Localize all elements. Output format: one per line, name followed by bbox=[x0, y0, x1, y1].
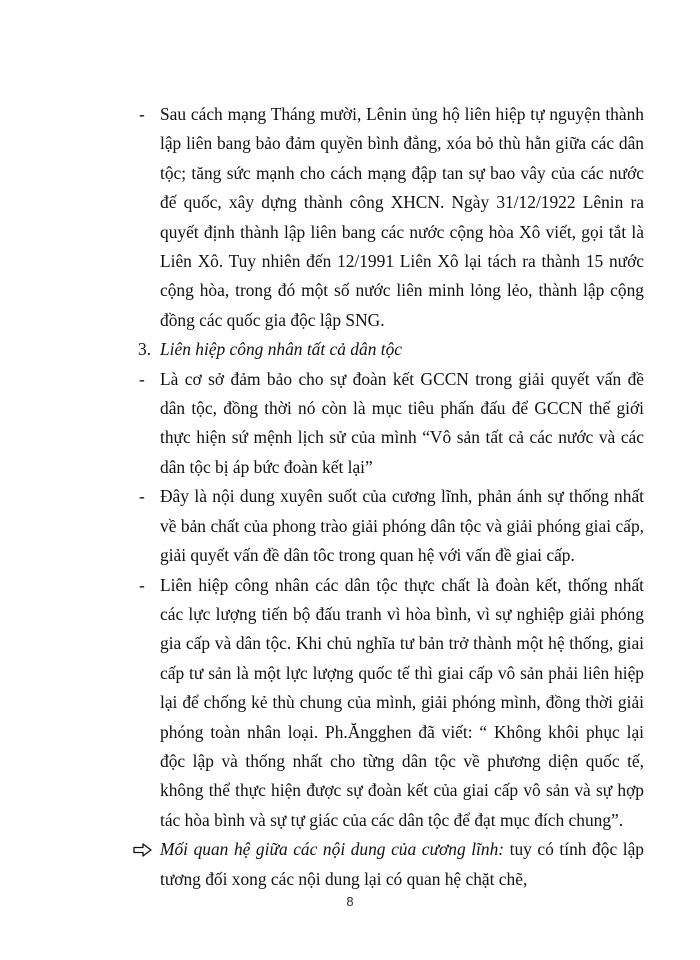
bullet-dash: - bbox=[139, 104, 145, 124]
section-heading-3 bbox=[138, 335, 644, 364]
document-body bbox=[138, 100, 644, 894]
bullet-text: Liên hiệp công nhân các dân tộc thực chất là đoàn kết, thống nhất các lực lượng tiến bộ đấu tranh vì hòa bình, vì sự nghiệp giải phóng gia cấp và dân tộc. Khi chủ nghĩa tư bản trở thành một hệ thống, giai cấp tư sản là một lực lượng quốc tế thì giai cấp vô sản phải liên hiệp lại để chống kẻ thù chung của mình, giải phóng mình, đồng thời giải phóng toàn nhân loại. Ph.Ăngghen đã viết: “ Không khôi phục lại độc lập và thống nhất cho từng dân tộc về phương diện quốc tế, không thể thực hiện được sự đoàn kết của giai cấp vô sản và sự hợp tác hòa bình và sự tự giác của các dân tộc để đạt mục đích chung”. bbox=[160, 574, 644, 830]
bullet-item-core-content bbox=[138, 482, 644, 570]
bullet-item-worker-unity bbox=[138, 365, 644, 483]
bullet-text: Đây là nội dung xuyên suốt của cương lĩnh, phản ánh sự thống nhất về bản chất của phong trào giải phóng dân tộc và giải phóng giai cấp, giải quyết vấn đề dân tôc trong quan hệ với vấn đề giai cấp. bbox=[160, 486, 644, 566]
page-number: 8 bbox=[346, 894, 354, 909]
bullet-dash: - bbox=[139, 368, 145, 389]
bullet-dash: - bbox=[139, 486, 145, 507]
conclusion-lead: Mối quan hệ giữa các nội dung của cương lĩnh: bbox=[160, 839, 505, 860]
section-title: Liên hiệp công nhân tất cả dân tộc bbox=[160, 339, 402, 360]
bullet-item-soviet-union bbox=[138, 100, 644, 335]
bullet-dash: - bbox=[139, 574, 145, 595]
section-number: 3. bbox=[138, 339, 152, 360]
bullet-text: Là cơ sở đảm bảo cho sự đoàn kết GCCN trong giải quyết vấn đề dân tộc, đồng thời nó còn là mục tiêu phấn đấu để GCCN thế giới thực hiện sứ mệnh lịch sử của mình “Vô sản tất cả các nước và các dân tộc bị áp bức đoàn kết lại” bbox=[160, 368, 644, 477]
arrow-right-icon bbox=[133, 843, 153, 857]
bullet-text: Sau cách mạng Tháng mười, Lênin ủng hộ liên hiệp tự nguyện thành lập liên bang bảo đảm quyền bình đẳng, xóa bỏ thù hằn giữa các dân tộc; tăng sức mạnh cho cách mạng đập tan sự bao vây của các nước đế quốc, xây dựng thành công XHCN. Ngày 31/12/1922 Lênin ra quyết định thành lập liên bang các nước cộng hòa Xô viết, gọi tắt là Liên Xô. Tuy nhiên đến 12/1991 Liên Xô lại tách ra thành 15 nước cộng hòa, trong đó một số nước liên minh lỏng lẻo, thành lập cộng đồng các quốc gia độc lập SNG. bbox=[160, 104, 644, 330]
bullet-item-solidarity bbox=[138, 571, 644, 836]
conclusion-paragraph bbox=[138, 835, 644, 894]
conclusion-text: tuy có tính độc lập tương đối xong các nội dung lại có quan hệ chặt chẽ, bbox=[160, 839, 644, 889]
